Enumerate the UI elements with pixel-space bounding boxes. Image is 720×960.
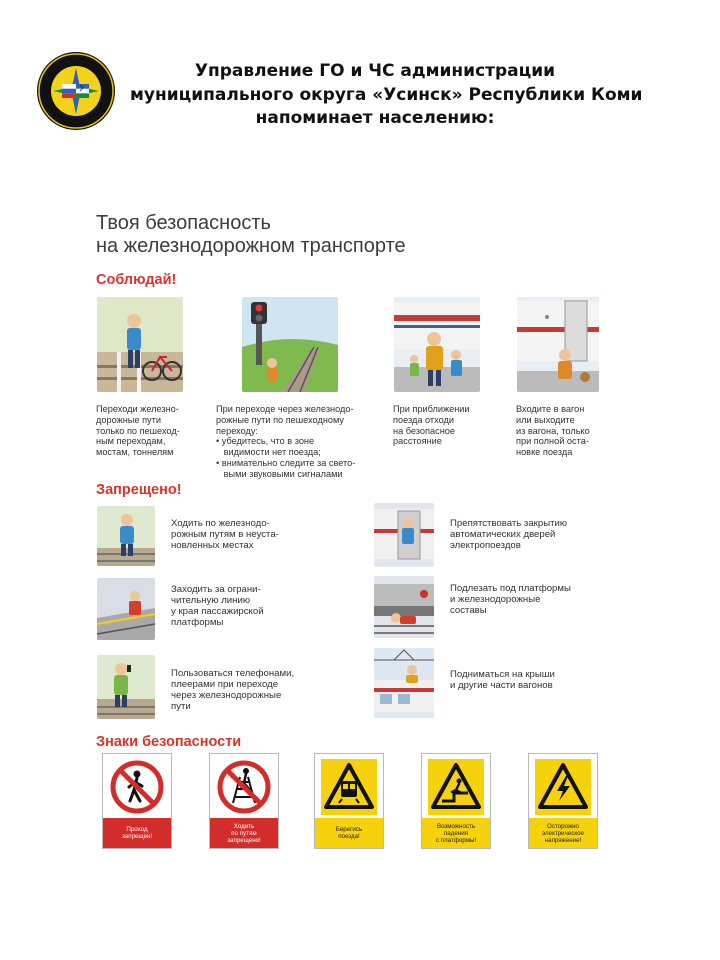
caption-line: из вагона, только [516,425,590,436]
climbing-train-roof-illustration [374,648,434,718]
caption-line: • убедитесь, что в зоне [216,436,315,447]
sign-label-line: Ходить [233,822,255,830]
caption-line: выми звуковыми сигналами [216,468,343,479]
text-line: платформы [171,617,224,628]
text-line: новленных местах [171,540,254,551]
observe-caption-3 [393,404,470,447]
text-line: Ходить по железнодо- [171,518,270,529]
observe-caption-2 [216,404,355,480]
caption-line: ным переходам, [96,436,166,447]
prohibited-text-right-1 [450,518,567,551]
sign-label-line: Проход [126,826,148,833]
sign-label [210,818,278,848]
poster-title [96,212,406,258]
crossing-platform-line-illustration [97,578,155,640]
observe-caption-4 [516,404,590,458]
sign-high-voltage [528,753,598,849]
text-line: автоматических дверей [450,529,556,540]
sign-label [529,818,597,848]
caption-line: только по пешеход- [96,425,180,436]
text-line: у края пассажирской [171,606,264,617]
caption-line: новке поезда [516,447,573,458]
header-line-2: муниципального округа «Усинск» Республики Коми [130,84,643,105]
caption-line: при полной оста- [516,436,589,447]
fall-from-platform-warning-sign-icon [428,759,484,815]
sign-label-line: поезда! [338,833,360,840]
caption-line: При переходе через железнодо- [216,404,354,414]
header-line-3: напоминает населению: [255,108,495,128]
header-notice [130,60,643,131]
sign-label-line: Возможность [436,822,476,830]
no-walking-on-tracks-sign-icon [216,759,272,815]
prohibited-text-left-1 [171,518,279,551]
sign-label-line: электрическое [542,829,584,837]
caption-line: мостам, тоннелям [96,447,174,458]
text-line: Заходить за ограни- [171,584,261,595]
railway-crossing-traffic-light-illustration [242,297,338,392]
sign-label-line: запрещен! [121,833,153,840]
text-line: через железнодорожные [171,690,282,701]
prohibited-text-right-2 [450,583,571,616]
sign-label-line: Берегись [335,826,363,833]
signs-heading: Знаки безопасности [96,734,242,750]
sign-label-line: падения [443,829,469,837]
caption-line: Входите в вагон [516,404,585,414]
prohibited-text-right-3 [450,669,555,691]
sign-no-walking-on-tracks [209,753,279,849]
sign-label-line: напряжение! [544,836,582,844]
sign-fall-from-platform [421,753,491,849]
prohibited-heading: Запрещено! [96,482,182,498]
caption-line: • внимательно следите за свето- [216,457,356,468]
text-line: электропоездов [450,540,521,551]
child-at-train-door-illustration [517,297,599,392]
text-line: плеерами при переходе [171,679,279,690]
observe-heading: Соблюдай! [96,272,177,288]
caption-line: поезда отходи [393,414,455,425]
text-line: чительную линию [171,595,251,606]
crawling-under-platform-illustration [374,576,434,638]
text-line: Препятствовать закрытию [450,518,568,529]
caption-line: на безопасное [393,425,455,436]
caption-line: Переходи железно- [96,404,179,414]
sign-label-line: запрещено! [227,836,261,844]
text-line: Подлезать под платформы [450,583,571,594]
poster-title-line-1: Твоя безопасность [96,212,271,234]
sign-label-line: по путям [231,829,257,837]
prohibited-text-left-2 [171,584,264,628]
sign-label [315,818,383,848]
observe-caption-1 [96,404,180,458]
poster-title-line-2: на железнодорожном транспорте [96,235,406,257]
sign-label [422,818,490,848]
caption-line: При приближении [393,404,470,414]
family-on-platform-illustration [394,297,480,392]
sign-label [103,818,171,848]
text-line: рожным путям в неуста- [171,529,279,540]
high-voltage-warning-sign-icon [535,759,591,815]
phone-on-tracks-illustration [97,655,155,719]
text-line: и другие части вагонов [450,680,553,691]
train-warning-sign-icon [321,759,377,815]
header-line-1: Управление ГО и ЧС администрации [194,61,556,81]
blocking-train-doors-illustration [374,503,434,567]
text-line: Пользоваться телефонами, [171,668,295,679]
prohibited-text-left-3 [171,668,294,712]
caption-line: или выходите [516,414,575,425]
text-line: пути [171,701,191,712]
caption-line: переходу: [216,425,259,436]
sign-label-line: Осторожно [547,822,579,830]
text-line: составы [450,605,487,616]
boy-with-bicycle-crossing-illustration [97,297,183,392]
sign-label-line: с платформы! [435,836,477,844]
caption-line: видимости нет поезда; [216,447,321,458]
civil-defense-emblem-icon [36,51,116,131]
sign-no-pedestrian [102,753,172,849]
caption-line: рожные пути по пешеходному [216,414,345,425]
text-line: Подниматься на крыши [450,669,555,680]
walking-on-tracks-illustration [97,506,155,566]
caption-line: дорожные пути [96,414,161,425]
no-pedestrian-sign-icon [109,759,165,815]
sign-train-warning [314,753,384,849]
caption-line: расстояние [393,436,442,447]
text-line: и железнодорожные [450,594,541,605]
